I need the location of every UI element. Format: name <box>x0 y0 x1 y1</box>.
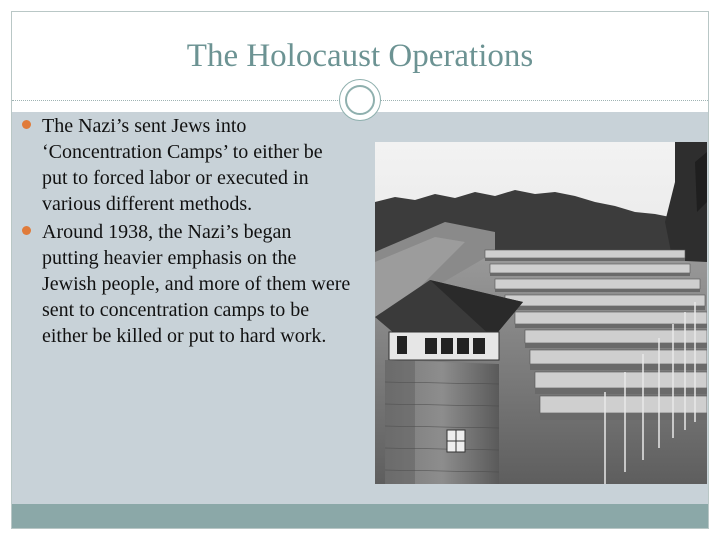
bullet-dot-icon <box>22 120 31 129</box>
bullet-dot-icon <box>22 226 31 235</box>
concentration-camp-photo <box>375 142 707 484</box>
bullet-item <box>22 113 352 217</box>
bullet-text: The Nazi’s sent Jews into ‘Concentration Camps’ to either be put to forced labor or executed in various different methods. <box>42 115 323 215</box>
circle-ornament-inner <box>345 85 375 115</box>
footer-band <box>12 504 708 529</box>
bullet-item <box>22 219 352 349</box>
bullet-text: Around 1938, the Nazi’s began putting heavier emphasis on the Jewish people, and more of them were sent to concentration camps to be either be killed or put to hard work. <box>42 221 351 347</box>
slide-title: The Holocaust Operations <box>186 38 534 74</box>
bullet-list <box>22 113 352 351</box>
